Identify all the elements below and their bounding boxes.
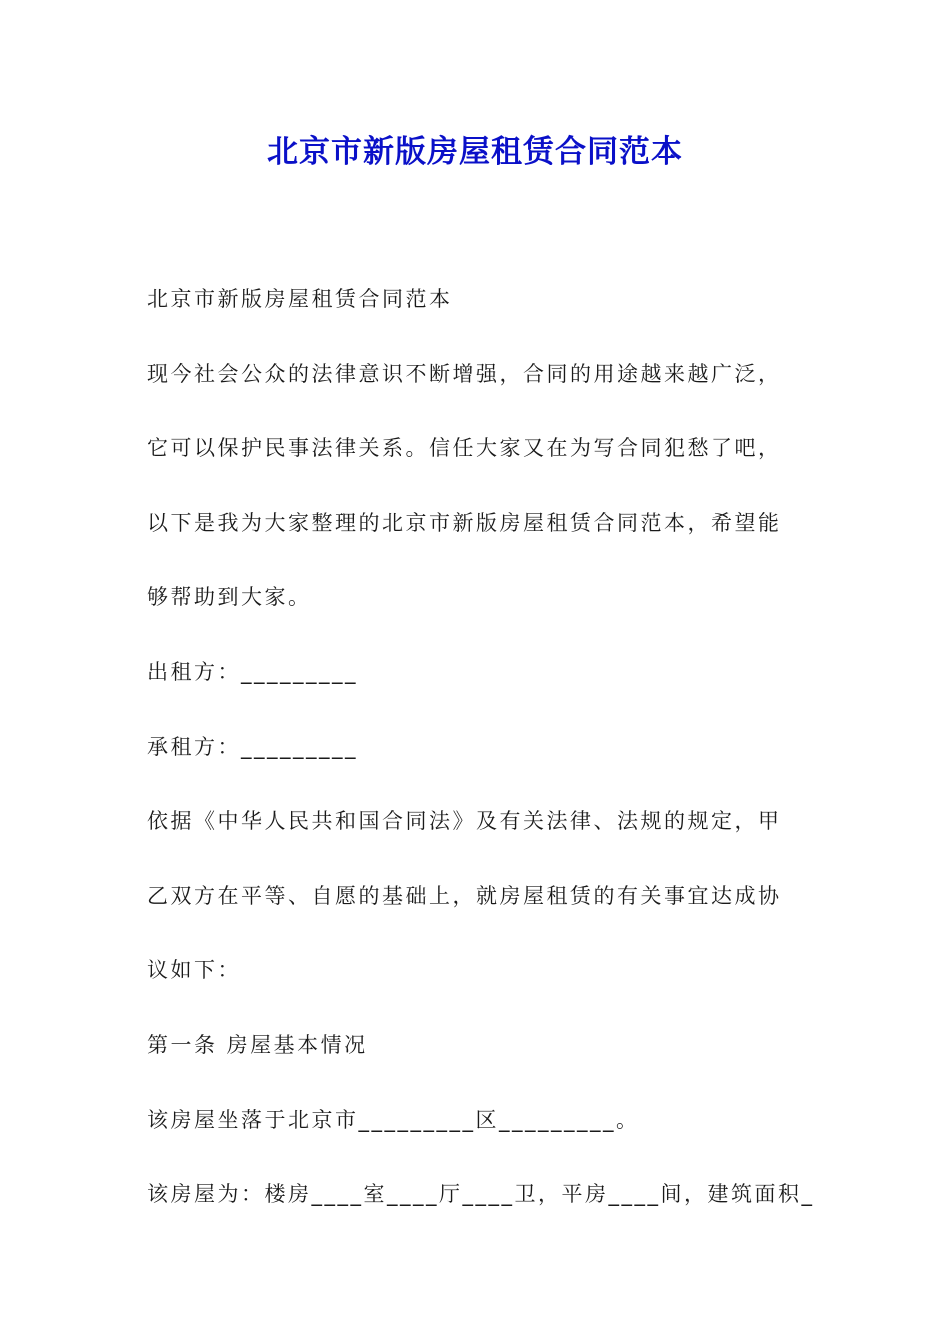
paragraph-line: 够帮助到大家。 <box>147 585 312 610</box>
paragraph-line: 它可以保护民事法律关系。信任大家又在为写合同犯愁了吧， <box>147 436 782 461</box>
document-body <box>147 262 819 1232</box>
paragraph-line: 现今社会公众的法律意识不断增强，合同的用途越来越广泛， <box>147 361 782 386</box>
paragraph-line: 北京市新版房屋租赁合同范本 <box>147 287 453 311</box>
paragraph-line: 议如下： <box>147 958 241 983</box>
paragraph-line: 以下是我为大家整理的北京市新版房屋租赁合同范本，希望能 <box>147 510 782 535</box>
paragraph-line: 该房屋坐落于北京市_________区_________。 <box>147 1107 640 1132</box>
lessor-field: 出租方：_________ <box>147 659 358 684</box>
document-title: 北京市新版房屋租赁合同范本 <box>267 134 683 170</box>
lessee-field: 承租方：_________ <box>147 734 358 759</box>
paragraph-line: 乙双方在平等、自愿的基础上，就房屋租赁的有关事宜达成协 <box>147 883 782 908</box>
paragraph-line: 依据《中华人民共和国合同法》及有关法律、法规的规定，甲 <box>147 809 782 834</box>
paragraph-line: 该房屋为：楼房____室____厅____卫，平房____间，建筑面积_ <box>147 1182 815 1207</box>
section-heading: 第一条 房屋基本情况 <box>147 1032 368 1057</box>
